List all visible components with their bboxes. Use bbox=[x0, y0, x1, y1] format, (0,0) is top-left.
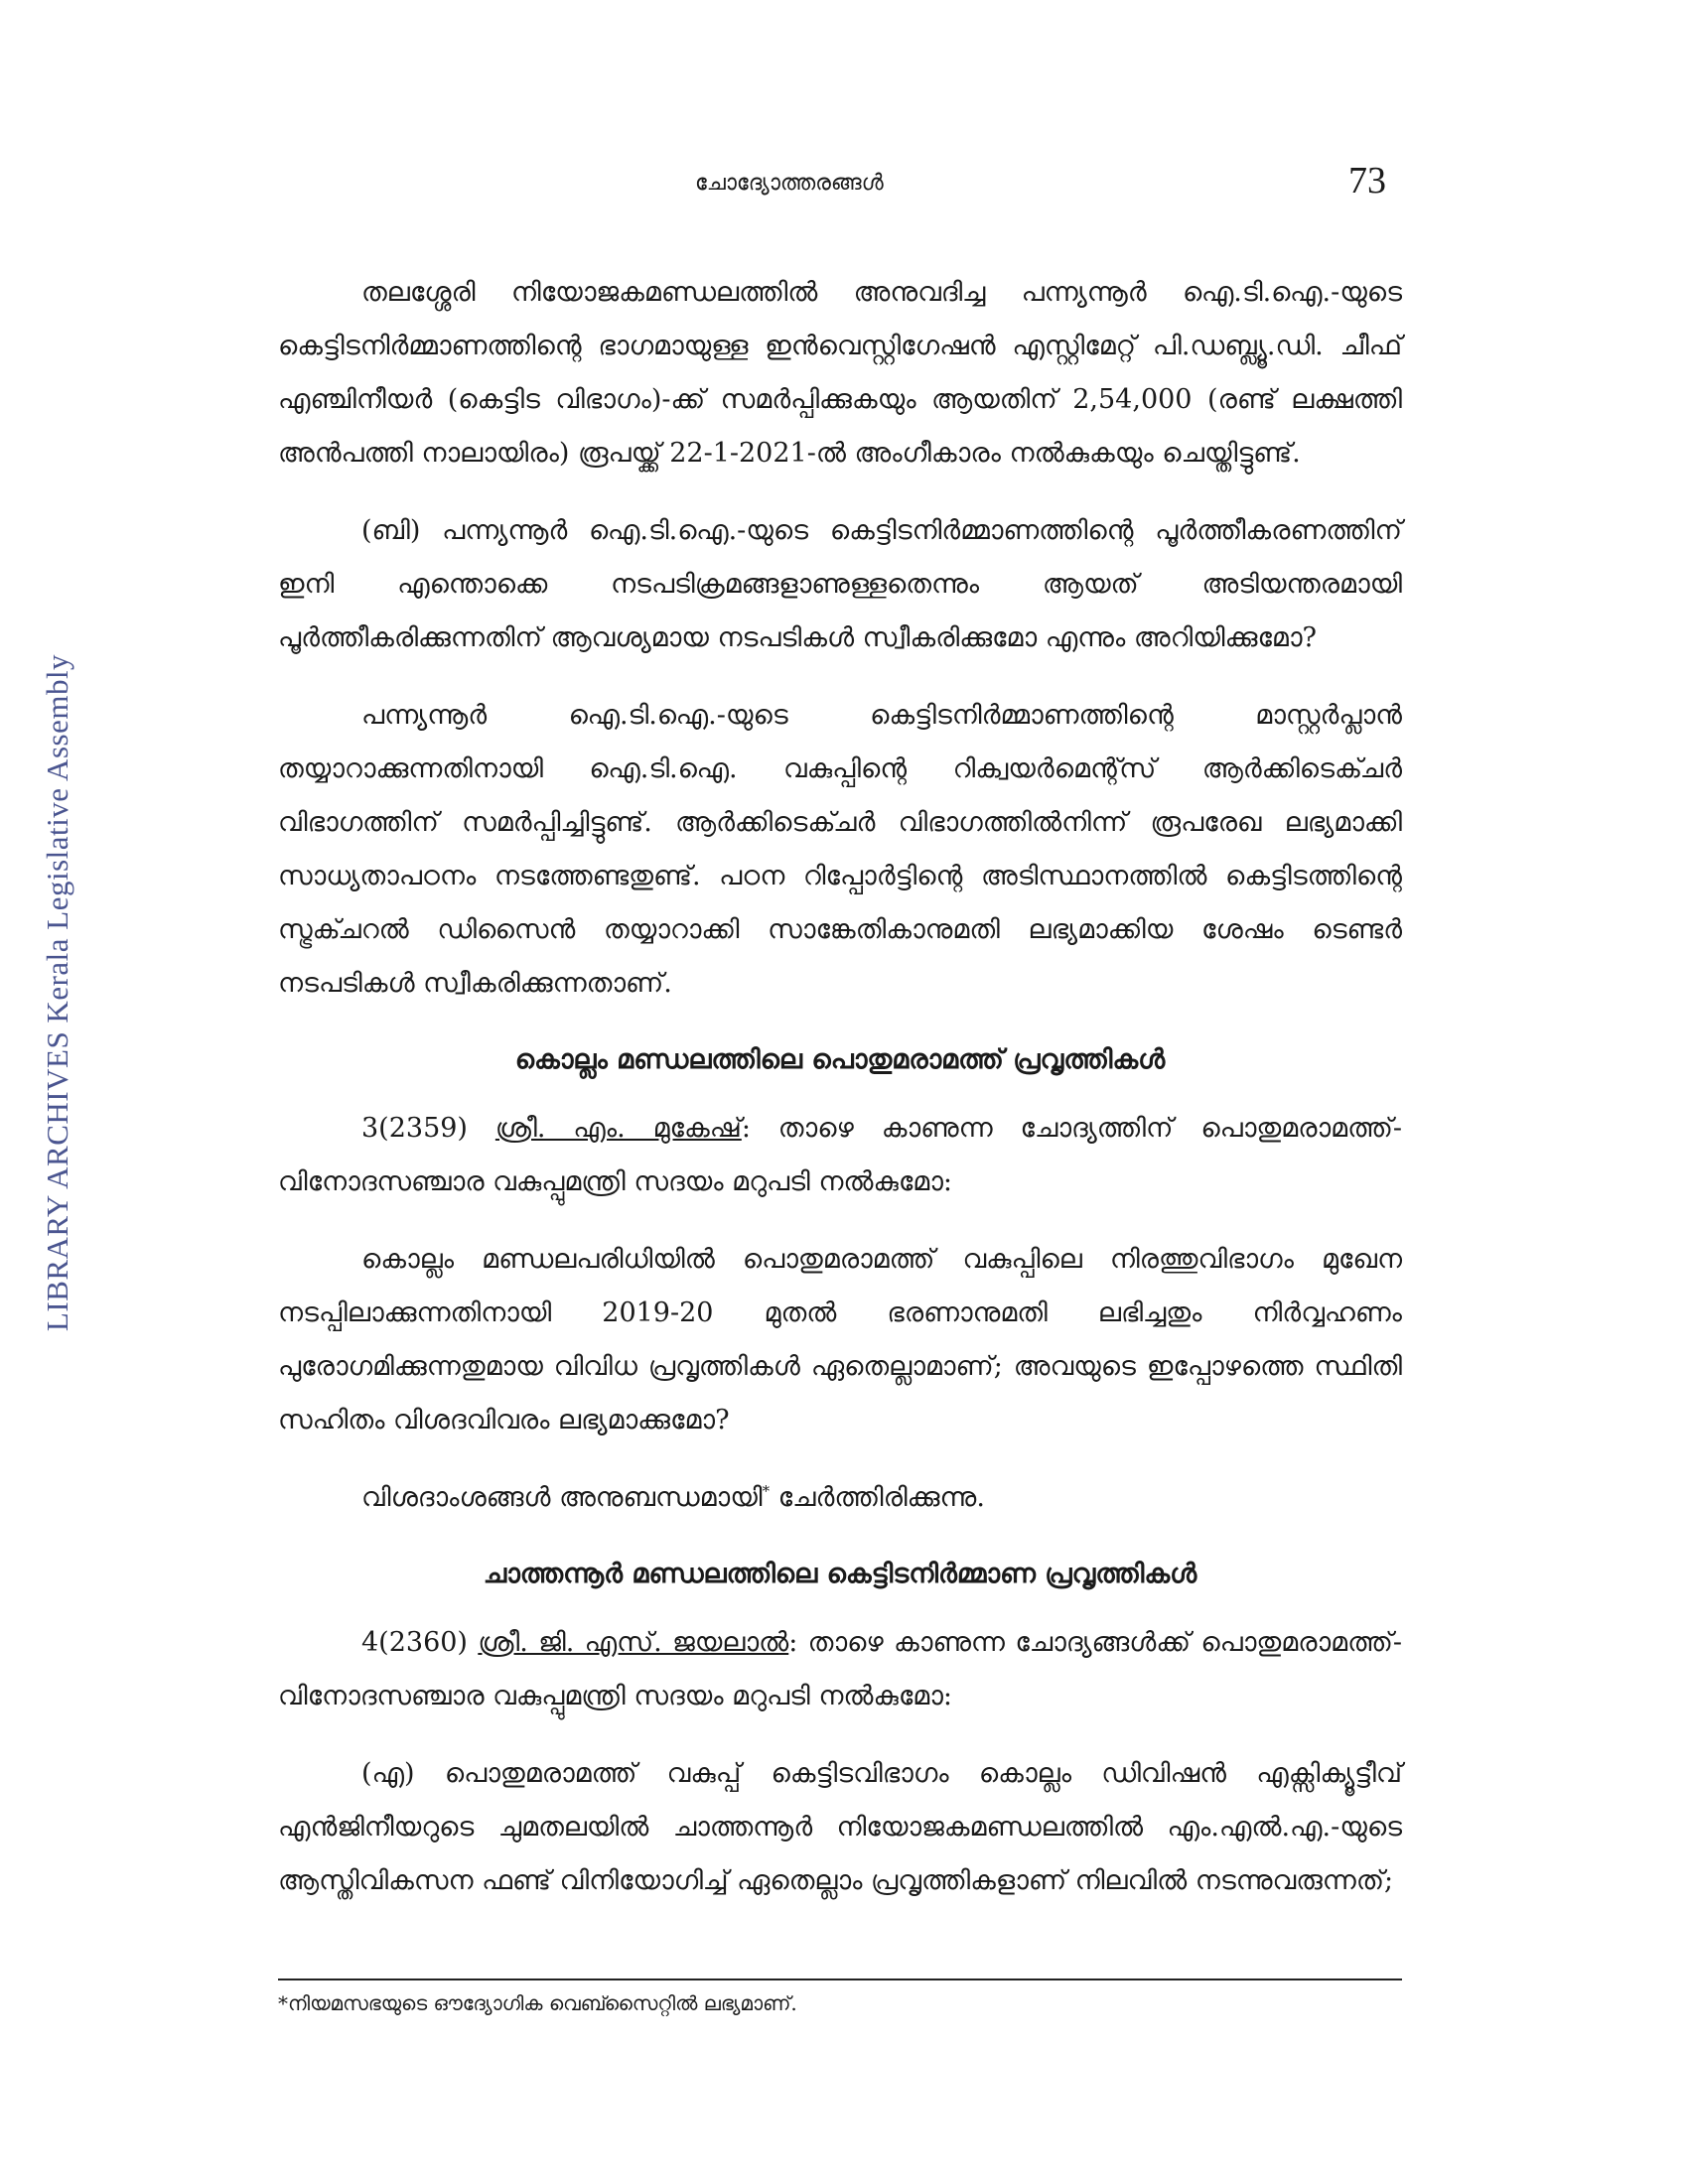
footnote-marker: * bbox=[762, 1482, 771, 1500]
question-3-body bbox=[278, 1233, 1402, 1447]
underlined-text: ത്തു bbox=[1159, 1244, 1198, 1275]
footnote-marker: * bbox=[278, 1991, 288, 2015]
footnote-divider bbox=[278, 1979, 1402, 1980]
page-body bbox=[278, 266, 1402, 1932]
section-heading-kollam: കൊല്ലം മണ്ഡലത്തിലെ പൊതുമരാമത്ത് പ്രവൃത്തികൾ bbox=[514, 1044, 1166, 1075]
question-number: 3(2359) bbox=[361, 1113, 468, 1144]
footnote-text: നിയമസഭയുടെ ഔദ്യോഗിക വെബ്സൈറ്റിൽ ലഭ്യമാണ്. bbox=[288, 1991, 797, 2015]
section-heading-chathannoor: ചാത്തന്നൂർ മണ്ഡലത്തിലെ കെട്ടിടനിർമ്മാണ പ്രവൃത്തികൾ bbox=[483, 1559, 1197, 1589]
text-segment: ചേർത്തിരിക്കുന്നു. bbox=[770, 1482, 985, 1513]
footnote bbox=[278, 1991, 1402, 2015]
question-text: : താഴെ കാണുന്ന ചോദ്യങ്ങൾക്ക് പൊതുമരാമത്ത്- വിനോദസഞ്ചാര വകുപ്പുമന്ത്രി സദയം മറുപടി നൽകുമോ: bbox=[278, 1627, 1402, 1711]
question-part-b: (ബി) പന്ന്യന്നൂർ ഐ.ടി.ഐ.-യുടെ കെട്ടിടനിർമ്മാണത്തിന്റെ പൂർത്തീകരണത്തിന് ഇനി എന്തൊക്കെ നടപടിക്രമങ്ങളാണുള്ളതെന്നും ആയത് അടിയന്തരമായി പൂർത്തീകരിക്കുന്നതിന് ആവശ്യമായ നടപടികൾ സ്വീകരിക്കുമോ എന്നും അറിയിക്കുമോ? bbox=[278, 515, 1402, 653]
text-segment: വിഭാഗം മുഖേന നടപ്പിലാക്കുന്നതിനായി 2019-20 മുതൽ ഭരണാനുമതി ലഭിച്ചതും നിർവ്വഹണം പുരോഗമിക്കുന്നതുമായ വിവിധ പ്രവൃത്തികൾ ഏതെല്ലാമാണ്; അവയുടെ ഇപ്പോഴത്തെ സ്ഥിതി സഹിതം വിശദവിവരം ലഭ്യമാക്കുമോ? bbox=[278, 1244, 1402, 1435]
answer-paragraph-1: തലശ്ശേരി നിയോജകമണ്ഡലത്തിൽ അനുവദിച്ച പന്ന്യന്നൂർ ഐ.ടി.ഐ.-യുടെ കെട്ടിടനിർമ്മാണത്തിന്റെ ഭാഗമായുള്ള ഇൻവെസ്റ്റിഗേഷൻ എസ്റ്റിമേറ്റ് പി.ഡബ്ല്യൂ.ഡി. ചീഫ് എഞ്ചിനീയർ (കെട്ടിട വിഭാഗം)-ക്ക് സമർപ്പിക്കുകയും ആയതിന് 2,54,000 (രണ്ട് ലക്ഷത്തി അൻപത്തി നാലായിരം) രൂപയ്ക്ക് 22-1-2021-ൽ അംഗീകാരം നൽകുകയും ചെയ്തിട്ടുണ്ട്. bbox=[278, 277, 1402, 469]
question-4-part-a: (എ) പൊതുമരാമത്ത് വകുപ്പ് കെട്ടിടവിഭാഗം കൊല്ലം ഡിവിഷൻ എക്സിക്യൂട്ടീവ് എൻജിനീയറുടെ ചുമതലയിൽ ചാത്തന്നൂർ നിയോജകമണ്ഡലത്തിൽ എം.എൽ.എ.-യുടെ ആസ്തിവികസന ഫണ്ട് വിനിയോഗിച്ച് ഏതെല്ലാം പ്രവൃത്തികളാണ് നിലവിൽ നടന്നുവരുന്നത്; bbox=[278, 1758, 1402, 1896]
running-title: ചോദ്യോത്തരങ്ങൾ bbox=[695, 171, 884, 196]
member-name: ശ്രീ. ജി. എസ്. ജയലാൽ bbox=[478, 1627, 789, 1658]
question-number: 4(2360) bbox=[361, 1627, 468, 1658]
answer-part-b: പന്ന്യന്നൂർ ഐ.ടി.ഐ.-യുടെ കെട്ടിടനിർമ്മാണത്തിന്റെ മാസ്റ്റർപ്ലാൻ തയ്യാറാക്കുന്നതിനായി ഐ.ടി.ഐ. വകുപ്പിന്റെ റിക്വയർമെന്റ്സ് ആർക്കിടെക്ചർ വിഭാഗത്തിന് സമർപ്പിച്ചിട്ടുണ്ട്. ആർക്കിടെക്ചർ വിഭാഗത്തിൽനിന്ന് രൂപരേഖ ലഭ്യമാക്കി സാധ്യതാപഠനം നടത്തേണ്ടതുണ്ട്. പഠന റിപ്പോർട്ടിന്റെ അടിസ്ഥാനത്തിൽ കെട്ടിടത്തിന്റെ സ്ട്രക്ചറൽ ഡിസൈൻ തയ്യാറാക്കി സാങ്കേതികാനുമതി ലഭ്യമാക്കിയ ശേഷം ടെണ്ടർ നടപടികൾ സ്വീകരിക്കുന്നതാണ്. bbox=[278, 700, 1402, 999]
member-name: ശ്രീ. എം. മുകേഷ് bbox=[494, 1113, 742, 1144]
text-segment: വിശദാംശങ്ങൾ അനുബന്ധമായി bbox=[361, 1482, 763, 1513]
archive-watermark: LIBRARY ARCHIVES Kerala Legislative Assembly bbox=[40, 653, 74, 1332]
page-number: 73 bbox=[1348, 160, 1386, 202]
question-4 bbox=[278, 1616, 1402, 1723]
answer-3 bbox=[278, 1471, 1402, 1525]
text-segment: കൊല്ലം മണ്ഡലപരിധിയിൽ പൊതുമരാമത്ത് വകുപ്പിലെ നിര bbox=[361, 1244, 1160, 1275]
question-text: : താഴെ കാണുന്ന ചോദ്യത്തിന് പൊതുമരാമത്ത്-വിനോദസഞ്ചാര വകുപ്പുമന്ത്രി സദയം മറുപടി നൽകുമോ: bbox=[278, 1113, 1402, 1197]
question-3 bbox=[278, 1102, 1402, 1209]
